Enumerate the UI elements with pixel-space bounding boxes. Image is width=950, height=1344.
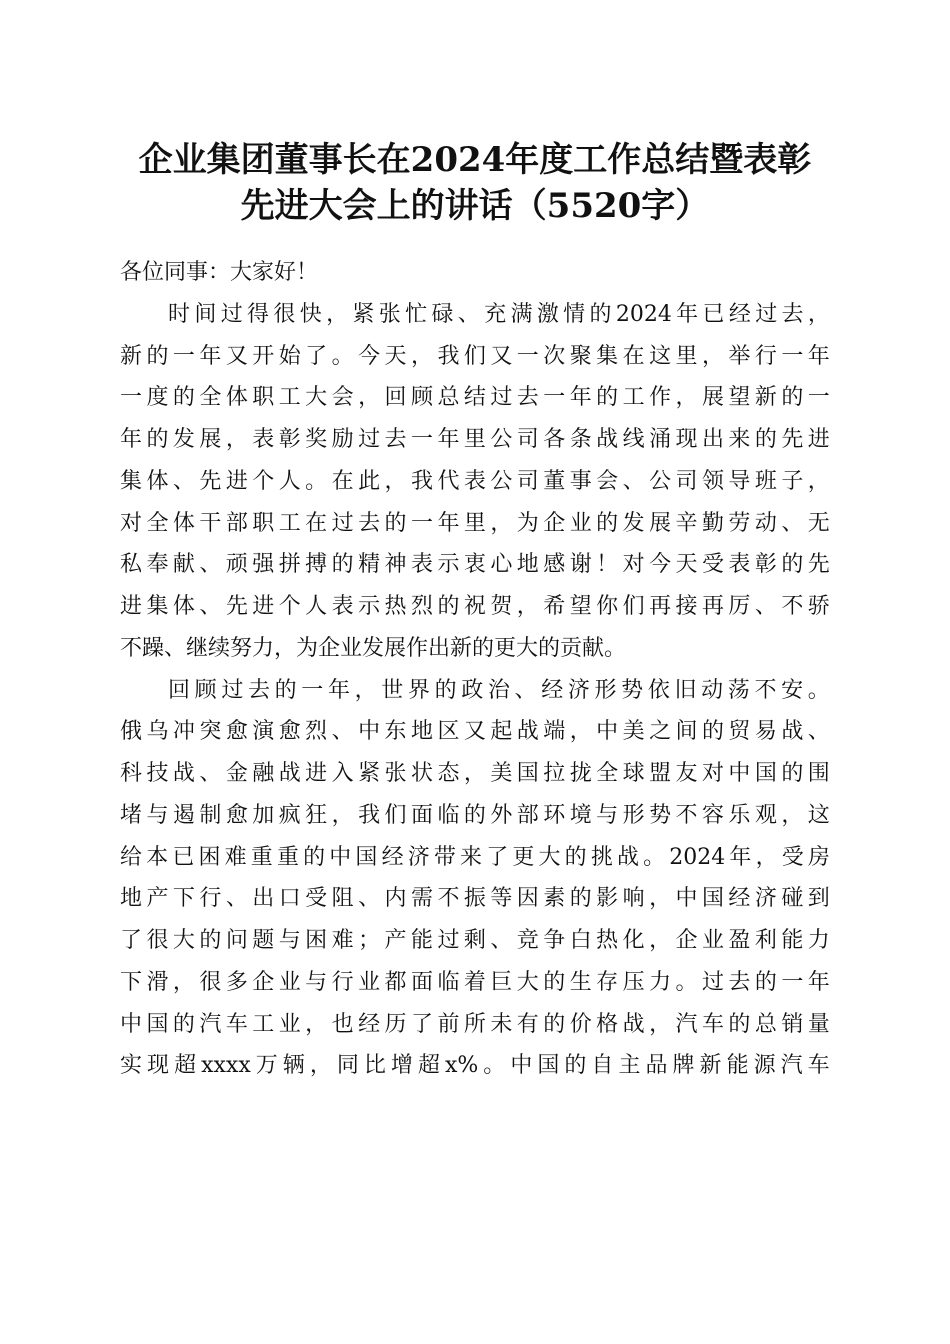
text-line: 堵 与 遏 制 愈 加 疯 狂 ， 我 们 面 临 的 外 部 环 境 与 形 势 不 容 乐 观 ， 这 (120, 802, 830, 828)
text-line: 俄 乌 冲 突 愈 演 愈 烈 、 中 东 地 区 又 起 战 端 ， 中 美 之 间 的 贸 易 战 、 (120, 719, 830, 745)
title-line-2: 先进大会上的讲话（5520字） (240, 186, 710, 226)
text-line: 不躁、继续努力，为企业发展作出新的更大的贡献。 (120, 635, 627, 661)
text-line: 私 奉 献 、 顽 强 拼 搏 的 精 神 表 示 衷 心 地 感 谢 ！ 对 今 天 受 表 彰 的 先 (120, 552, 830, 578)
text-line: 对 全 体 干 部 职 工 在 过 去 的 一 年 里 ， 为 企 业 的 发 展 辛 勤 劳 动 、 无 (120, 510, 830, 536)
text-line: 中 国 的 汽 车 工 业 ， 也 经 历 了 前 所 未 有 的 价 格 战 ， 汽 车 的 总 销 量 (120, 1011, 830, 1037)
text-line: 实 现 超 xxxx 万 辆 ， 同 比 增 超 x% 。 中 国 的 自 主 品 牌 新 能 源 汽 车 (120, 1053, 830, 1079)
greeting: 各位同事：大家好！ (120, 260, 319, 285)
title-line-1: 企业集团董事长在2024年度工作总结暨表彰 (138, 140, 812, 180)
text-line: 集 体 、 先 进 个 人 。 在 此 ， 我 代 表 公 司 董 事 会 、 公 司 领 导 班 子 ， (120, 468, 830, 494)
text-line: 一 度 的 全 体 职 工 大 会 ， 回 顾 总 结 过 去 一 年 的 工 作 ， 展 望 新 的 一 (120, 385, 830, 411)
paragraph-1 (120, 294, 830, 670)
text-line: 回 顾 过 去 的 一 年 ， 世 界 的 政 治 、 经 济 形 势 依 旧 动 荡 不 安 。 (168, 677, 830, 703)
body-text (120, 252, 830, 1087)
text-line: 地 产 下 行 、 出 口 受 阻 、 内 需 不 振 等 因 素 的 影 响 ， 中 国 经 济 碰 到 (120, 886, 830, 912)
text-line: 科 技 战 、 金 融 战 进 入 紧 张 状 态 ， 美 国 拉 拢 全 球 盟 友 对 中 国 的 围 (120, 761, 830, 786)
text-line: 新 的 一 年 又 开 始 了 。 今 天 ， 我 们 又 一 次 聚 集 在 这 里 ， 举 行 一 年 (120, 343, 830, 369)
text-line: 年 的 发 展 ， 表 彰 奖 励 过 去 一 年 里 公 司 各 条 战 线 涌 现 出 来 的 先 进 (120, 427, 830, 452)
paragraph-2 (120, 670, 830, 1088)
text-line: 给 本 已 困 难 重 重 的 中 国 经 济 带 来 了 更 大 的 挑 战 。 2024 年 ， 受 房 (120, 844, 830, 870)
text-line: 下 滑 ， 很 多 企 业 与 行 业 都 面 临 着 巨 大 的 生 存 压 力 。 过 去 的 一 年 (120, 969, 830, 995)
text-line: 时 间 过 得 很 快 ， 紧 张 忙 碌 、 充 满 激 情 的 2024 年 已 经 过 去 ， (168, 301, 830, 327)
text-line: 进 集 体 、 先 进 个 人 表 示 热 烈 的 祝 贺 ， 希 望 你 们 再 接 再 厉 、 不 骄 (120, 594, 830, 619)
text-line: 了 很 大 的 问 题 与 困 难 ； 产 能 过 剩 、 竞 争 白 热 化 ， 企 业 盈 利 能 力 (120, 928, 830, 953)
